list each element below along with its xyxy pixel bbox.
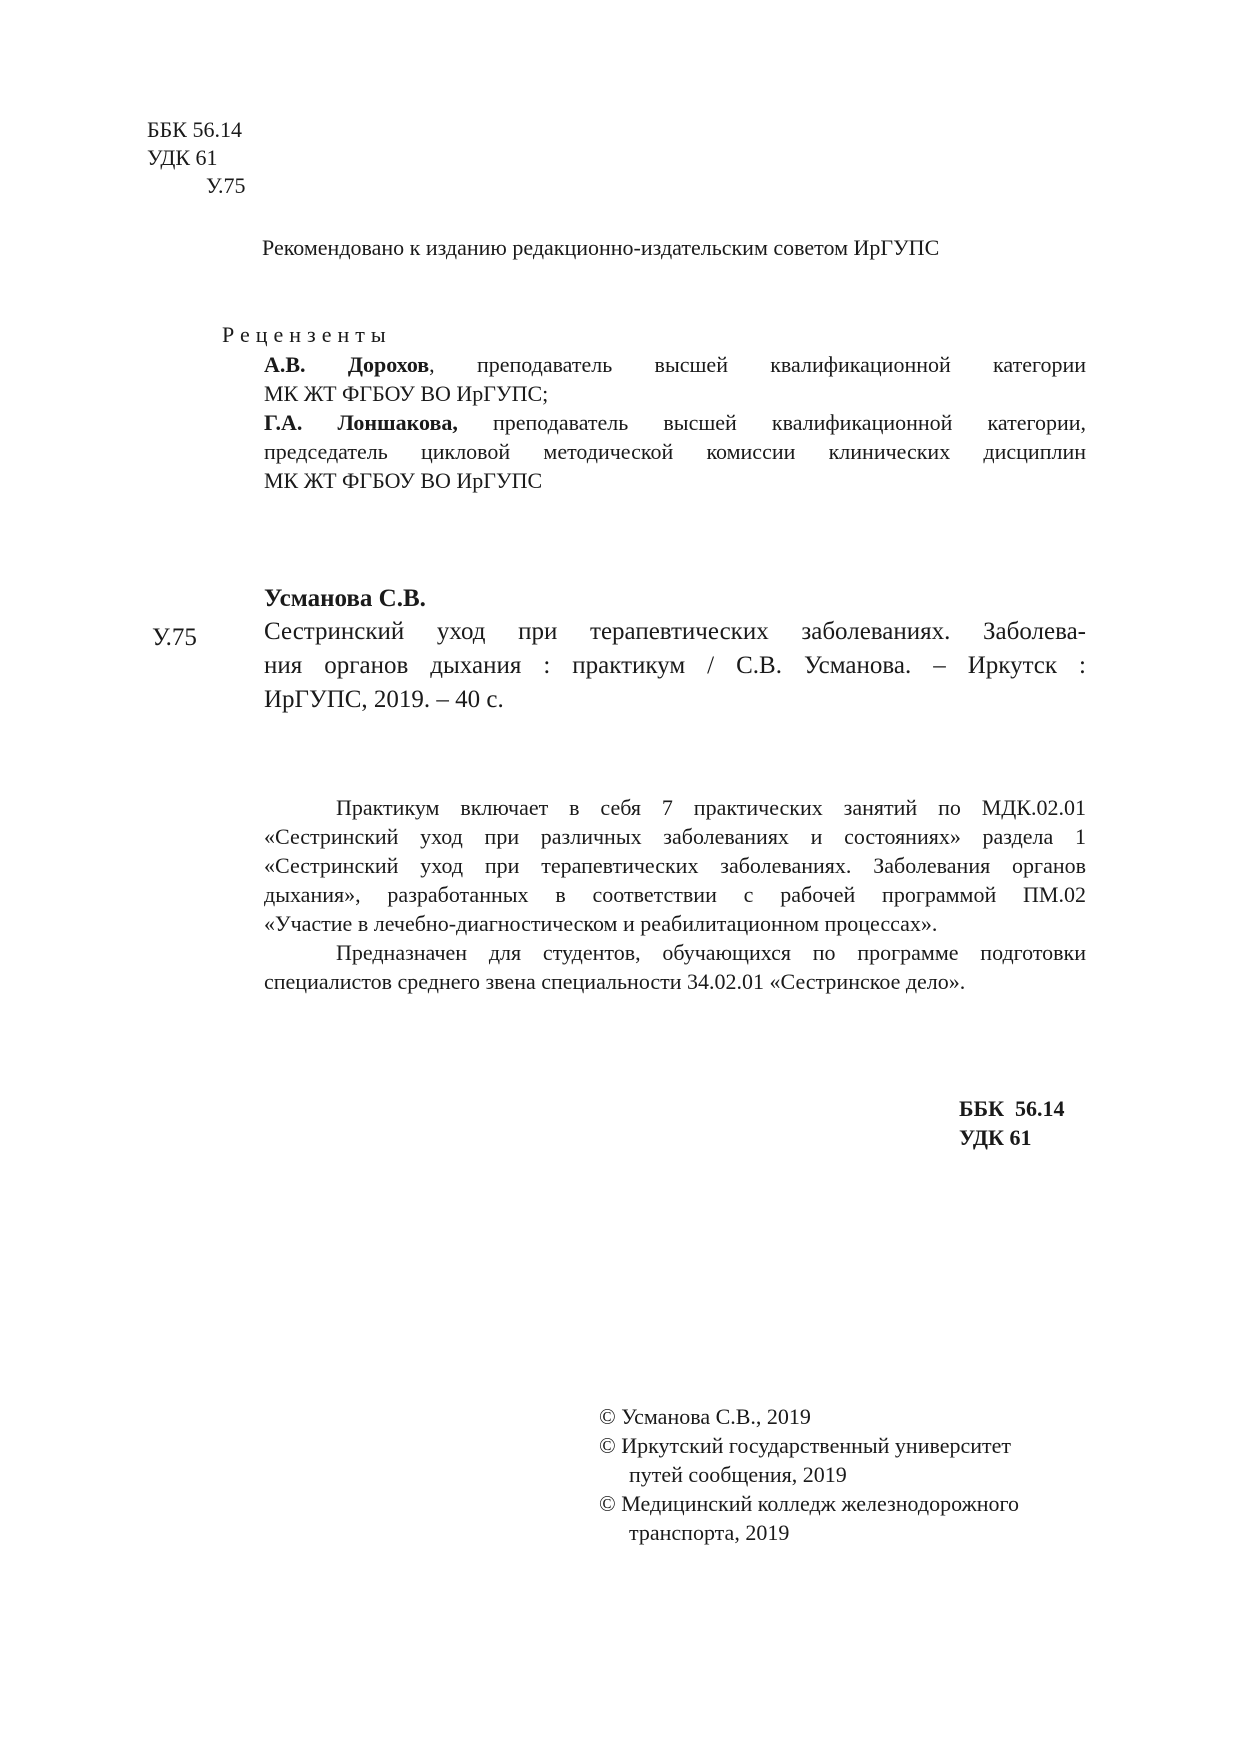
reviewers-block <box>264 352 1086 493</box>
bibliographic-line-2: ния органов дыхания : практикум / С.В. Усманова. – Иркутск : <box>264 652 1086 679</box>
copyright-block <box>599 1404 1019 1545</box>
abstract-p2-line-1: Предназначен для студентов, обучающихся по программе подготовки <box>336 940 1086 965</box>
reviewer-1-name: А.В. Дорохов <box>264 352 430 377</box>
bibliographic-line-3: ИрГУПС, 2019. – 40 с. <box>264 686 504 713</box>
abstract-p1-line-2: «Сестринский уход при различных заболеваниях и состояниях» раздела 1 <box>264 824 1086 849</box>
classification-block <box>147 117 246 198</box>
reviewer-2-line-2: председатель цикловой методической комиссии клинических дисциплин <box>264 439 1086 464</box>
reviewer-2-line-1 <box>264 410 1086 435</box>
reviewer-1-line-1 <box>264 352 1086 377</box>
bottom-udk-code: УДК 61 <box>959 1125 1032 1150</box>
copyright-3-line-1: © Медицинский колледж железнодорожного <box>599 1491 1019 1516</box>
bibliographic-mark: У.75 <box>152 624 197 651</box>
copyright-2-line-2: путей сообщения, 2019 <box>629 1462 847 1487</box>
abstract-p1-line-4: дыхания», разработанных в соответствии с рабочей программой ПМ.02 <box>264 882 1086 907</box>
reviewers-label: Рецензенты <box>222 322 392 347</box>
reviewer-2-position: преподаватель высшей квалификационной категории, <box>457 410 1087 435</box>
abstract-p1-line-1: Практикум включает в себя 7 практических занятий по МДК.02.01 <box>336 795 1086 820</box>
abstract-block <box>264 795 1086 994</box>
reviewer-1-line-2: МК ЖТ ФГБОУ ВО ИрГУПС; <box>264 381 549 406</box>
reviewer-2-name: Г.А. Лоншакова, <box>264 410 458 435</box>
bbk-code: ББК 56.14 <box>147 117 242 142</box>
recommendation-line: Рекомендовано к изданию редакционно-издательским советом ИрГУПС <box>262 235 940 260</box>
bottom-bbk-code: ББК 56.14 <box>959 1096 1065 1121</box>
udk-code: УДК 61 <box>147 145 218 170</box>
bibliographic-description <box>264 617 1086 714</box>
copyright-2-line-1: © Иркутский государственный университет <box>599 1433 1012 1458</box>
abstract-p2-line-2: специалистов среднего звена специальности 34.02.01 «Сестринское дело». <box>264 969 966 994</box>
abstract-p1-line-5: «Участие в лечебно-диагностическом и реабилитационном процессах». <box>264 911 938 936</box>
abstract-p1-line-3: «Сестринский уход при терапевтических заболеваниях. Заболевания органов <box>264 853 1086 878</box>
bibliographic-author: Усманова С.В. <box>264 585 426 612</box>
reviewer-2-line-3: МК ЖТ ФГБОУ ВО ИрГУПС <box>264 468 543 493</box>
author-mark: У.75 <box>206 173 246 198</box>
reviewer-1-position: , преподаватель высшей квалификационной категории <box>429 352 1086 377</box>
copyright-1: © Усманова С.В., 2019 <box>599 1404 811 1429</box>
copyright-3-line-2: транспорта, 2019 <box>629 1520 790 1545</box>
bibliographic-line-1: Сестринский уход при терапевтических заболеваниях. Заболева- <box>264 618 1086 645</box>
bottom-classification <box>959 1096 1065 1150</box>
